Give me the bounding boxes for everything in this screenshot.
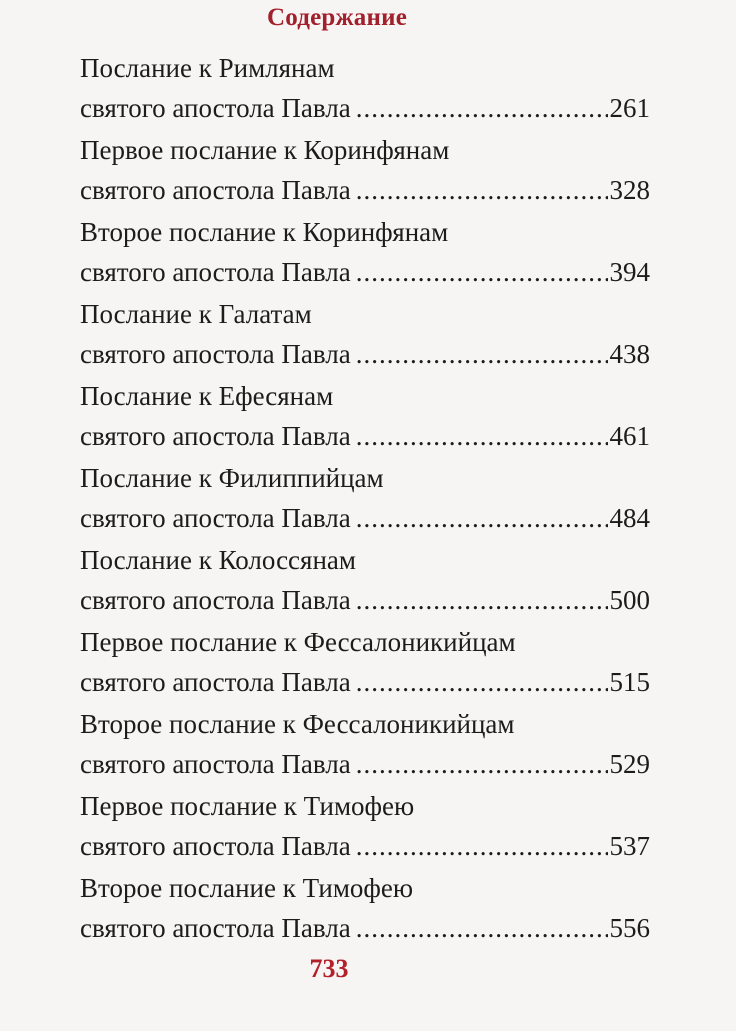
toc-page-number: 461: [609, 421, 650, 451]
toc-entry-subtitle: святого апостола Павла: [80, 175, 351, 205]
toc-entry-line: [80, 498, 650, 538]
page-number: 733: [309, 954, 349, 983]
contents-heading: Содержание: [266, 4, 407, 31]
toc-page-number: 484: [609, 503, 650, 533]
toc-entry-line: [80, 826, 650, 866]
toc-entry-subtitle: святого апостола Павла: [80, 421, 351, 451]
toc-entry: [80, 48, 650, 130]
toc-page-number: 261: [609, 93, 650, 123]
toc-entry-subtitle: святого апостола Павла: [80, 503, 351, 533]
toc-entry-title: Второе послание к Коринфянам: [80, 217, 449, 247]
toc-entry: [80, 704, 650, 786]
toc-page-number: 537: [609, 831, 650, 861]
toc-entry-title: Первое послание к Коринфянам: [80, 135, 450, 165]
toc-entry-line: [80, 662, 650, 702]
page-header: [0, 4, 736, 32]
dot-leader: [356, 744, 608, 784]
toc-page-number: 515: [609, 667, 650, 697]
toc-page-number: 529: [609, 749, 650, 779]
toc-entry: [80, 130, 650, 212]
page-footer: [0, 954, 736, 984]
toc-entry-subtitle: святого апостола Павла: [80, 831, 351, 861]
dot-leader: [356, 908, 608, 948]
dot-leader: [356, 498, 608, 538]
toc-entry-line: [80, 580, 650, 620]
toc-page-number: 394: [609, 257, 650, 287]
dot-leader: [356, 416, 608, 456]
toc-page-number: 556: [609, 913, 650, 943]
toc-entry-title: Второе послание к Фессалоникийцам: [80, 709, 515, 739]
toc-entry-title: Послание к Ефесянам: [80, 381, 334, 411]
toc-entry-line: [80, 88, 650, 128]
dot-leader: [356, 580, 608, 620]
toc-entry-subtitle: святого апостола Павла: [80, 585, 351, 615]
toc-entry-line: [80, 170, 650, 210]
toc-entry-title: Послание к Римлянам: [80, 53, 335, 83]
toc-entry-title: Послание к Колоссянам: [80, 545, 356, 575]
toc-entry: [80, 212, 650, 294]
table-of-contents: [80, 48, 650, 950]
dot-leader: [356, 252, 608, 292]
toc-entry-subtitle: святого апостола Павла: [80, 913, 351, 943]
toc-entry-title: Первое послание к Фессалоникийцам: [80, 627, 516, 657]
toc-entry: [80, 294, 650, 376]
toc-entry-line: [80, 252, 650, 292]
toc-entry-subtitle: святого апостола Павла: [80, 749, 351, 779]
toc-page-number: 438: [609, 339, 650, 369]
toc-entry: [80, 786, 650, 868]
toc-entry-line: [80, 334, 650, 374]
toc-entry-title: Послание к Филиппийцам: [80, 463, 384, 493]
toc-entry-subtitle: святого апостола Павла: [80, 667, 351, 697]
toc-entry-subtitle: святого апостола Павла: [80, 257, 351, 287]
toc-entry-subtitle: святого апостола Павла: [80, 93, 351, 123]
toc-entry-subtitle: святого апостола Павла: [80, 339, 351, 369]
toc-entry: [80, 868, 650, 950]
dot-leader: [356, 662, 608, 702]
dot-leader: [356, 334, 608, 374]
toc-entry-line: [80, 744, 650, 784]
toc-entry: [80, 458, 650, 540]
toc-page-number: 500: [609, 585, 650, 615]
toc-page-number: 328: [609, 175, 650, 205]
toc-entry: [80, 622, 650, 704]
toc-entry: [80, 540, 650, 622]
toc-entry-title: Послание к Галатам: [80, 299, 312, 329]
toc-entry-line: [80, 416, 650, 456]
toc-entry-line: [80, 908, 650, 948]
dot-leader: [356, 88, 608, 128]
toc-entry-title: Первое послание к Тимофею: [80, 791, 415, 821]
toc-entry: [80, 376, 650, 458]
dot-leader: [356, 170, 608, 210]
toc-entry-title: Второе послание к Тимофею: [80, 873, 414, 903]
dot-leader: [356, 826, 608, 866]
